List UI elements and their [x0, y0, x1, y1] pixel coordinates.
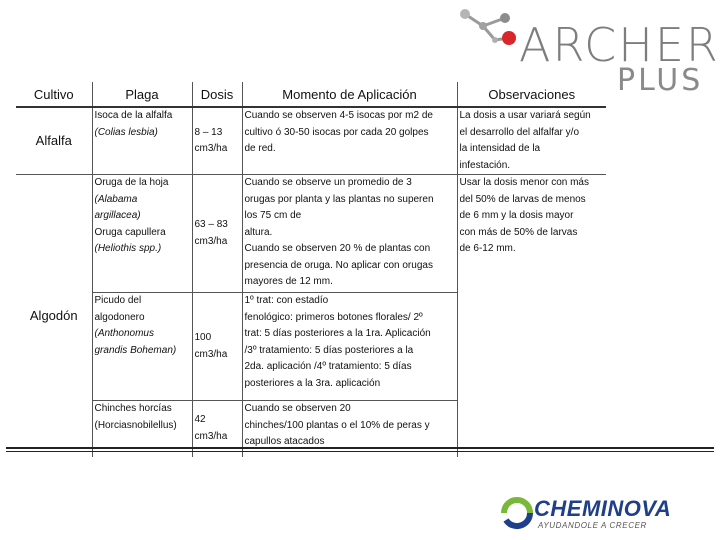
observaciones-line: la intensidad de la — [459, 143, 541, 154]
plaga-cell — [92, 293, 192, 401]
observaciones-line: Usar la dosis menor con más — [459, 177, 589, 188]
observaciones-cell — [457, 107, 606, 175]
momento-line: orugas por planta y las plantas no superen — [244, 193, 434, 205]
header-momento: Momento de Aplicación — [242, 82, 457, 107]
momento-line: /3º tratamiento: 5 días posteriores a la — [244, 344, 414, 356]
dosis-value: 63 – 83 — [194, 219, 228, 230]
header-plaga: Plaga — [92, 82, 192, 107]
momento-cell — [242, 293, 457, 401]
momento-line: trat: 5 días posteriores a la 1ra. Aplicación — [244, 328, 431, 339]
plaga-scientific-name: argillacea) — [94, 210, 141, 221]
application-table — [16, 82, 606, 457]
momento-line: presencia de oruga. No aplicar con orugas — [244, 259, 433, 271]
plaga-cell — [92, 175, 192, 293]
cultivo-algodon: Algodón — [16, 175, 92, 457]
observaciones-line: del 50% de larvas de menos — [459, 193, 586, 205]
divider-rule — [6, 451, 714, 452]
header-dosis: Dosis — [192, 82, 242, 107]
momento-cell — [242, 175, 457, 293]
dosis-unit: cm3/ha — [194, 235, 228, 247]
plaga-scientific-name: (Heliothis spp.) — [94, 243, 162, 254]
cheminova-wordmark: CHEMINOVA — [534, 496, 672, 521]
momento-line: chinches/100 plantas o el 10% de peras y — [244, 419, 430, 431]
plaga-scientific-name: (Colias lesbia) — [94, 126, 158, 138]
plaga-name: Picudo del — [94, 295, 142, 306]
archer-plus-label: PLUS — [617, 63, 704, 98]
dosis-value: 8 – 13 — [194, 126, 223, 138]
momento-line: de red. — [244, 143, 276, 154]
plaga-scientific-name: (Alabama — [94, 193, 138, 205]
table-header-row — [16, 82, 606, 107]
momento-line: cultivo ó 30-50 isocas por cada 20 golpes — [244, 126, 429, 138]
momento-line: Cuando se observen 4-5 isocas por m2 de — [244, 110, 433, 121]
momento-line: 1º trat: con estadío — [244, 295, 329, 306]
observaciones-line: La dosis a usar variará según — [459, 110, 591, 121]
table-row — [16, 107, 606, 175]
momento-line: posteriores a la 3ra. aplicación — [244, 377, 381, 389]
archer-wordmark: ARCHER — [519, 18, 720, 72]
dosis-cell — [192, 107, 242, 175]
observaciones-line: infestación. — [459, 159, 511, 171]
observaciones-line: el desarrollo del alfalfar y/o — [459, 126, 580, 138]
plaga-name: Isoca de la alfalfa — [94, 110, 173, 121]
divider-rule — [6, 447, 714, 449]
momento-line: Cuando se observe un promedio de 3 — [244, 177, 412, 188]
cheminova-logo — [500, 494, 700, 534]
header-cultivo: Cultivo — [16, 82, 92, 107]
momento-line: Cuando se observen 20 — [244, 403, 351, 414]
momento-line: 2da. aplicación /4º tratamiento: 5 días — [244, 361, 412, 372]
dosis-value: 42 — [194, 414, 206, 426]
momento-cell — [242, 107, 457, 175]
dosis-unit: cm3/ha — [194, 143, 228, 154]
observaciones-line: con más de 50% de larvas — [459, 226, 578, 238]
plaga-name: Oruga de la hoja — [94, 177, 169, 188]
momento-line: los 75 cm de — [244, 210, 302, 221]
plaga-name: Oruga capullera — [94, 226, 166, 238]
cheminova-swoosh-icon — [500, 496, 534, 530]
observaciones-line: de 6-12 mm. — [459, 243, 516, 254]
plaga-scientific-name: (Horciasnobilellus) — [94, 419, 177, 431]
plaga-scientific-name: grandis Boheman) — [94, 344, 177, 356]
momento-line: fenológico: primeros botones florales/ 2º — [244, 311, 423, 323]
cheminova-tagline: AYUDANDOLE A CRECER — [538, 521, 647, 530]
momento-line: capullos atacados — [244, 436, 325, 447]
plaga-name: Chinches horcías — [94, 403, 172, 414]
momento-line: altura. — [244, 226, 273, 238]
plaga-scientific-name: (Anthonomus — [94, 328, 154, 339]
observaciones-line: de 6 mm y la dosis mayor — [459, 210, 574, 221]
plaga-name: algodonero — [94, 311, 145, 323]
dosis-unit: cm3/ha — [194, 348, 228, 360]
cultivo-alfalfa: Alfalfa — [16, 107, 92, 175]
dosis-value: 100 — [194, 332, 212, 343]
dosis-unit: cm3/ha — [194, 430, 228, 442]
dosis-cell — [192, 175, 242, 293]
dosis-cell — [192, 293, 242, 401]
momento-line: mayores de 12 mm. — [244, 276, 333, 287]
momento-line: Cuando se observen 20 % de plantas con — [244, 243, 431, 254]
observaciones-cell — [457, 175, 606, 457]
plaga-cell — [92, 107, 192, 175]
header-observaciones: Observaciones — [457, 82, 606, 107]
table-row — [16, 175, 606, 293]
